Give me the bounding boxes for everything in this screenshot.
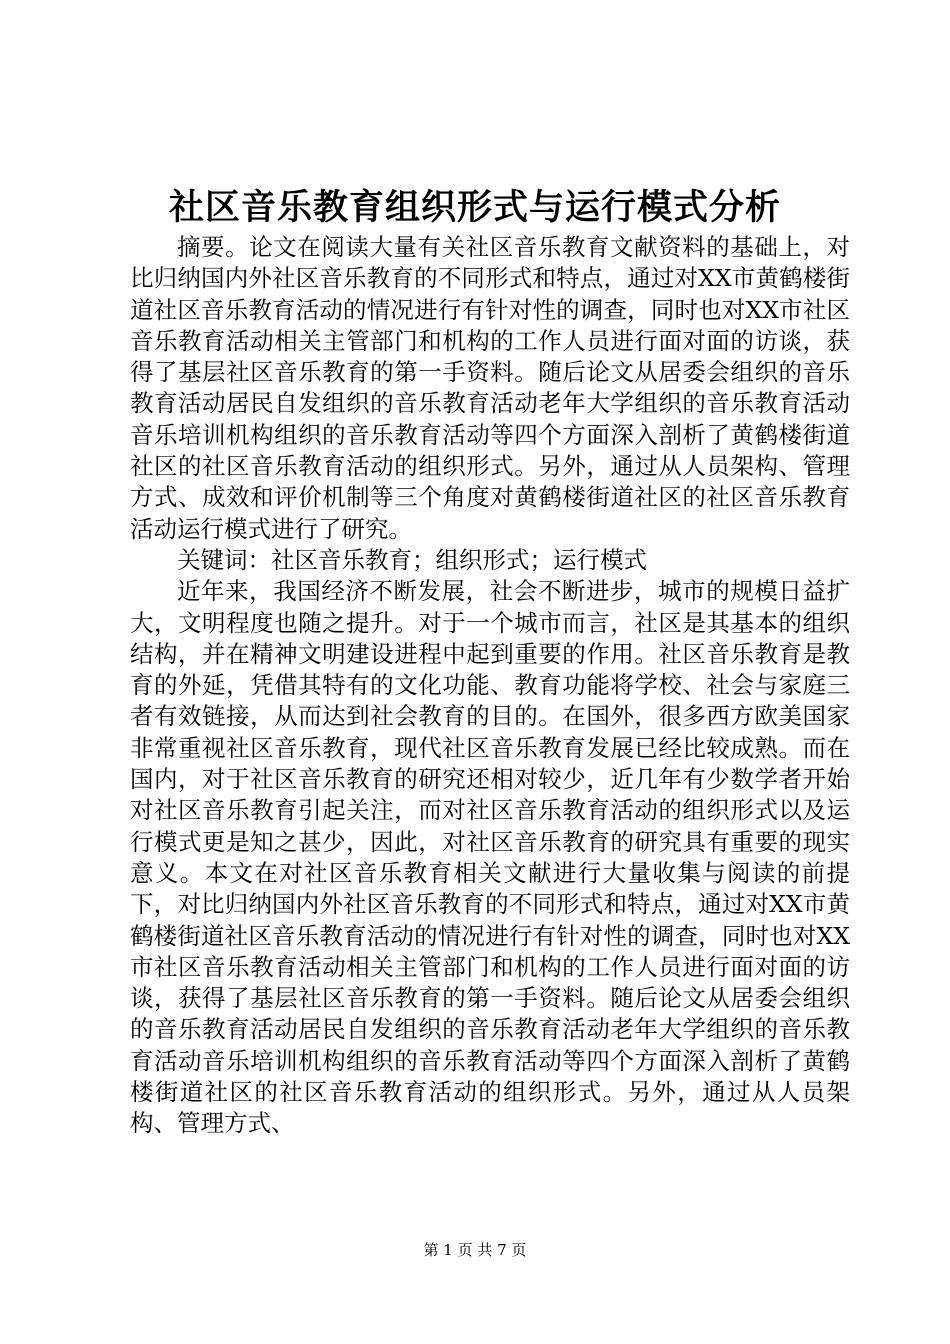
intro-paragraph: 近年来，我国经济不断发展，社会不断进步，城市的规模日益扩大，文明程度也随之提升。对于一个城市而言，社区是其基本的组织结构，并在精神文明建设进程中起到重要的作用。社区音乐教育是教育的外延，凭借其特有的文化功能、教育功能将学校、社会与家庭三者有效链接，从而达到社会教育的目的。在国外，很多西方欧美国家非常重视社区音乐教育，现代社区音乐教育发展已经比较成熟。而在国内，对于社区音乐教育的研究还相对较少，近几年有少数学者开始对社区音乐教育引起关注，而对社区音乐教育活动的组织形式以及运行模式更是知之甚少，因此，对社区音乐教育的研究具有重要的现实意义。本文在对社区音乐教育相关文献进行大量收集与阅读的前提下，对比归纳国内外社区音乐教育的不同形式和特点，通过对XX市黄鹤楼街道社区音乐教育活动的情况进行有针对性的调查，同时也对XX市社区音乐教育活动相关主管部门和机构的工作人员进行面对面的访谈，获得了基层社区音乐教育的第一手资料。随后论文从居委会组织的音乐教育活动居民自发组织的音乐教育活动老年大学组织的音乐教育活动音乐培训机构组织的音乐教育活动等四个方面深入剖析了黄鹤楼街道社区的社区音乐教育活动的组织形式。另外，通过从人员架构、管理方式、 (130, 577, 850, 1138)
keywords-paragraph: 关键词：社区音乐教育；组织形式；运行模式 (177, 545, 647, 574)
document-title: 社区音乐教育组织形式与运行模式分析 (168, 187, 781, 228)
abstract-paragraph: 摘要。论文在阅读大量有关社区音乐教育文献资料的基础上，对比归纳国内外社区音乐教育的不同形式和特点，通过对XX市黄鹤楼街道社区音乐教育活动的情况进行有针对性的调查，同时也对XX市社区音乐教育活动相关主管部门和机构的工作人员进行面对面的访谈，获得了基层社区音乐教育的第一手资料。随后论文从居委会组织的音乐教育活动居民自发组织的音乐教育活动老年大学组织的音乐教育活动音乐培训机构组织的音乐教育活动等四个方面深入剖析了黄鹤楼街道社区的社区音乐教育活动的组织形式。另外，通过从人员架构、管理方式、成效和评价机制等三个角度对黄鹤楼街道社区的社区音乐教育活动运行模式进行了研究。 (130, 233, 850, 543)
page-number-footer: 第 1 页 共 7 页 (423, 1241, 527, 1259)
document-body (130, 232, 850, 1140)
